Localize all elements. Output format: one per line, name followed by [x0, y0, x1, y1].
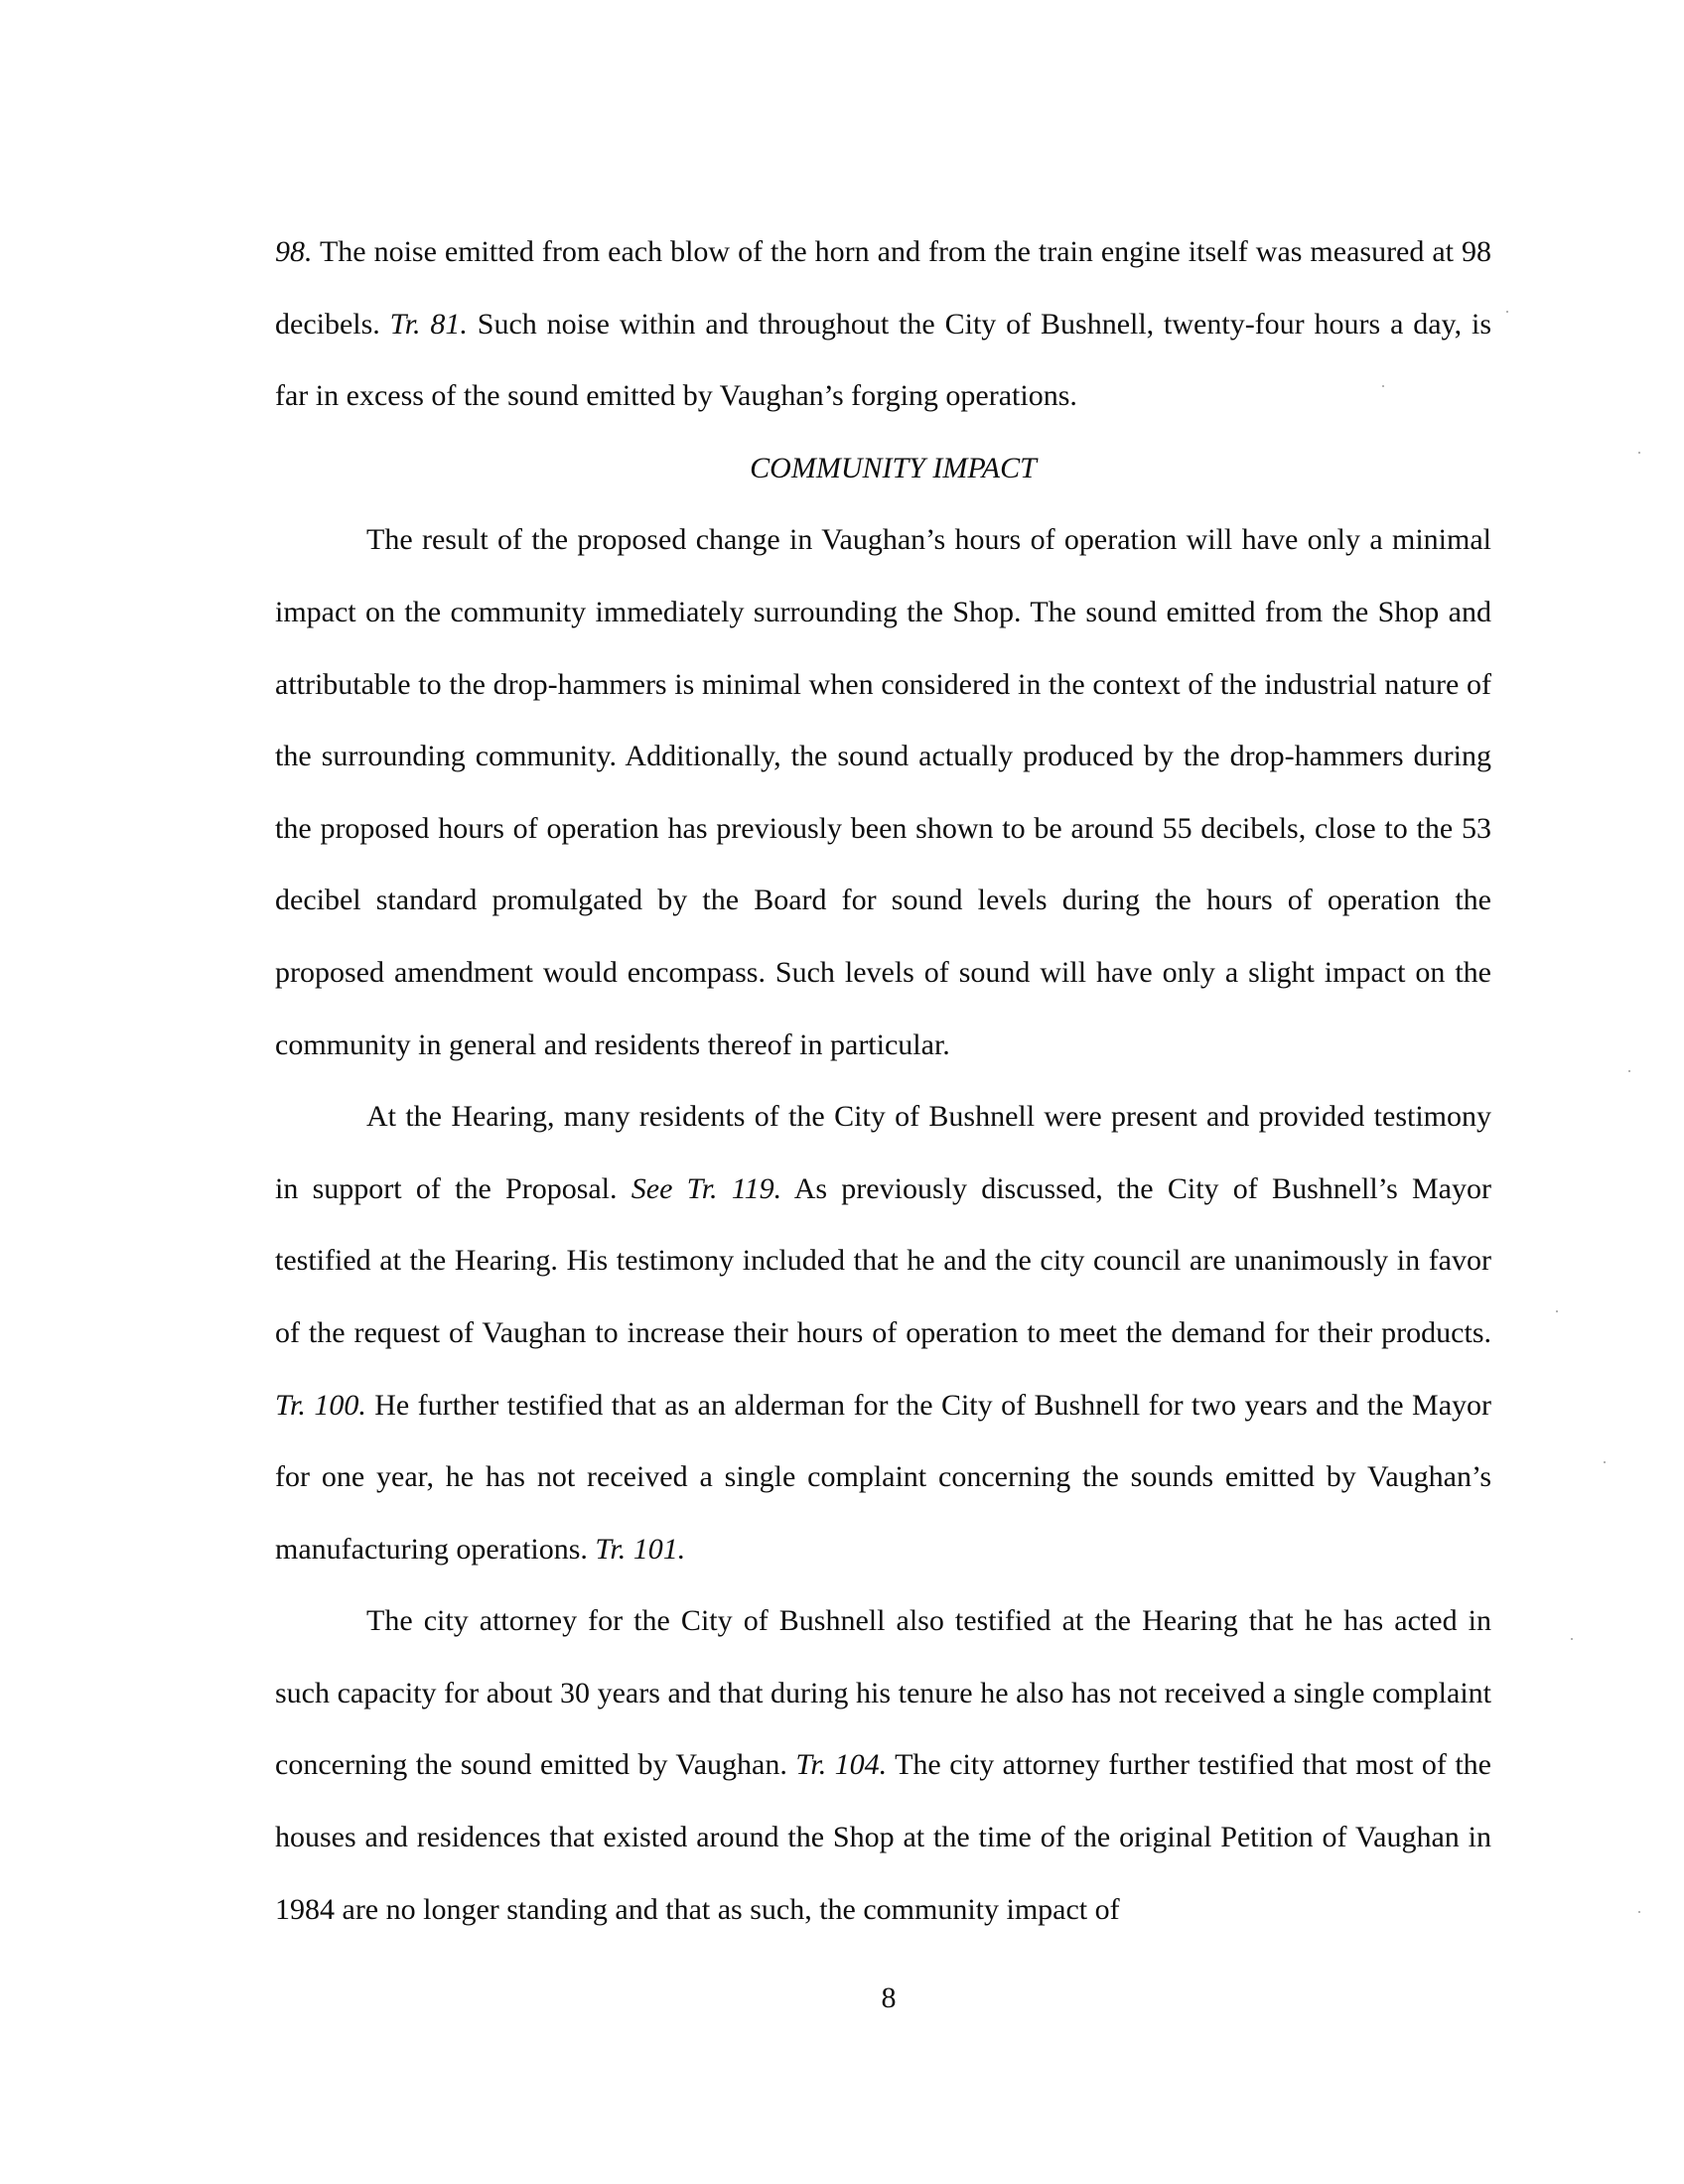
city-attorney-paragraph: [275, 1585, 1491, 1946]
transcript-citation: Tr. 101.: [595, 1532, 686, 1566]
scan-speck: [1571, 1638, 1573, 1640]
paragraph-text: The noise emitted from each blow of the horn and from the train engine itself was measured at 98 decibels.: [275, 235, 1491, 341]
scan-speck: [1382, 385, 1384, 387]
community-impact-paragraph: The result of the proposed change in Vaughan’s hours of operation will have only a minimal impact on the community immediately surrounding the Shop. The sound emitted from the Shop and attributable to the drop-hammers is minimal when considered in the context of the industrial nature of the surrounding community. Additionally, the sound actually produced by the drop-hammers during the proposed hours of operation has previously been shown to be around 55 decibels, close to the 53 decibel standard promulgated by the Board for sound levels during the hours of operation the proposed amendment would encompass. Such levels of sound will have only a slight impact on the community in general and residents thereof in particular.: [275, 523, 1491, 1061]
paragraph-text: At the Hearing, many residents of the City of Bushnell were present and provided testimony in support of the Proposal.: [275, 1100, 1491, 1205]
paragraph-text: As previously discussed, the City of Bushnell’s Mayor testified at the Hearing. His testimony included that he and the city council are unanimously in favor of the request of Vaughan to increase their hours of operation to meet the demand for their products.: [275, 1171, 1491, 1349]
transcript-citation: Tr. 100.: [275, 1388, 366, 1422]
scan-speck: [1604, 1461, 1606, 1463]
page-number: 8: [881, 1981, 897, 2014]
hearing-testimony-paragraph: [275, 1081, 1491, 1585]
transcript-citation: See Tr. 119.: [631, 1171, 782, 1205]
transcript-citation: Tr. 81.: [389, 307, 468, 341]
body-text: [275, 216, 1491, 1946]
scan-speck: [1556, 1310, 1558, 1312]
paragraph-text: The city attorney further testified that most of the houses and residences that existed around the Shop at the time of the original Petition of Vaughan in 1984 are no longer standing and that as such, the community impact of: [275, 1748, 1491, 1926]
paragraph-text: The city attorney for the City of Bushnell also testified at the Hearing that he has acted in such capacity for about 30 years and that during his tenure he also has not received a single complaint concerning the sound emitted by Vaughan.: [275, 1604, 1491, 1782]
scan-speck: [1638, 1911, 1640, 1913]
paragraph-text: He further testified that as an alderman for the City of Bushnell for two years and the Mayor for one year, he has not received a single complaint concerning the sounds emitted by Vaughan’s manufacturing operations.: [275, 1388, 1492, 1566]
scan-speck: [1638, 452, 1640, 454]
continued-paragraph: [275, 216, 1491, 433]
transcript-citation: 98.: [275, 235, 313, 268]
scan-speck: [1506, 311, 1508, 313]
paragraph-text: Such noise within and throughout the City of Bushnell, twenty-four hours a day, is far in excess of the sound emitted by Vaughan’s forging operations.: [275, 307, 1491, 413]
transcript-citation: Tr. 104.: [795, 1748, 888, 1782]
section-heading: COMMUNITY IMPACT: [750, 451, 1037, 484]
scan-speck: [1628, 1070, 1630, 1072]
